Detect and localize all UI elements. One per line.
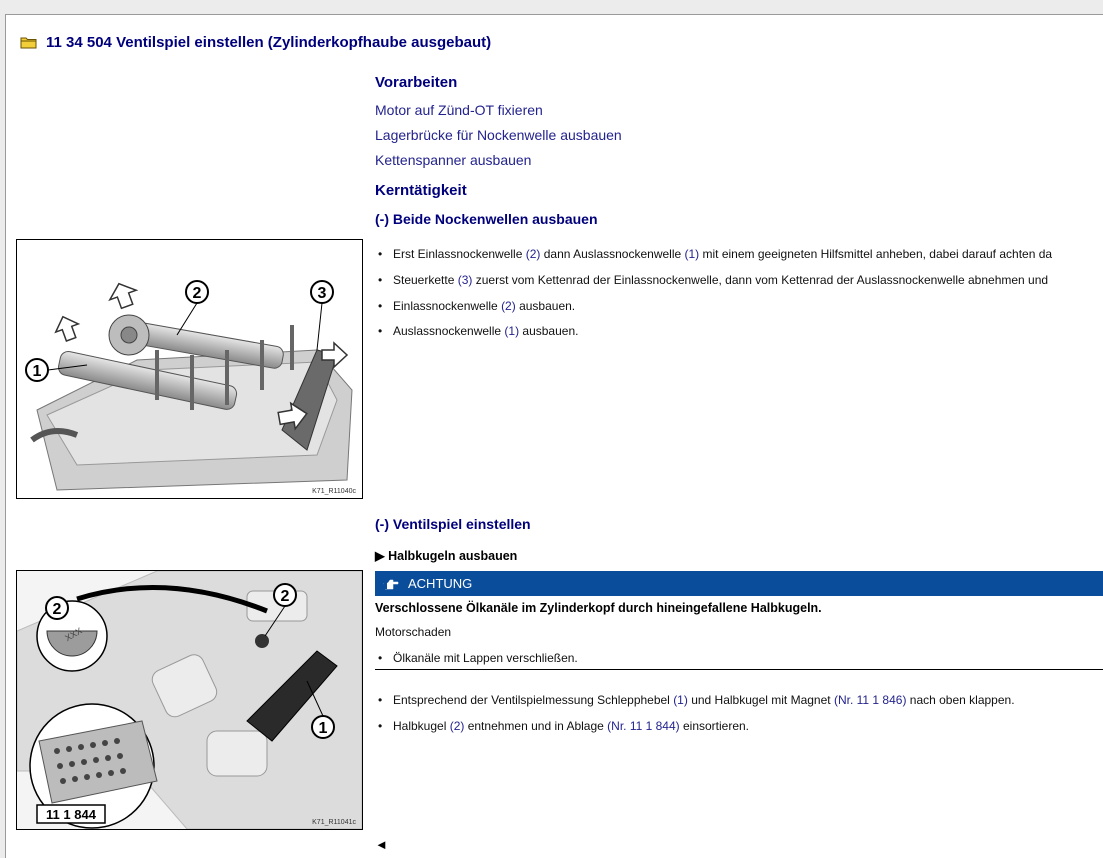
section1-bullet-2: • Steuerkette (3) zuerst vom Kettenrad der Einlassnockenwelle, dann vom Kettenrad der Auslassnockenwelle abnehmen und xyxy=(378,273,1049,287)
figure-half-balls xyxy=(16,570,363,830)
core-heading: Kerntätigkeit xyxy=(375,182,467,199)
warning-divider xyxy=(375,669,1103,670)
warning-consequence: Motorschaden xyxy=(375,625,452,639)
section2-heading: (-) Ventilspiel einstellen xyxy=(375,516,531,532)
back-arrow-icon[interactable]: ◄ xyxy=(375,837,388,852)
prep-link-1[interactable]: Motor auf Zünd-OT fixieren xyxy=(375,102,543,118)
section1-bullet-3: • Einlassnockenwelle (2) ausbauen. xyxy=(378,299,576,313)
section2-bullet-1: • Entsprechend der Ventilspielmessung Schlepphebel (1) und Halbkugel mit Magnet (Nr. 11 1 846) nach oben klappen. xyxy=(378,693,1015,707)
half-ball-illustration xyxy=(17,571,362,829)
fig2-label-2b: 2 xyxy=(280,588,290,605)
tool-label: 11 1 844 xyxy=(46,807,96,822)
document-frame xyxy=(5,14,1103,858)
warning-title: Verschlossene Ölkanäle im Zylinderkopf durch hineingefallene Halbkugeln. xyxy=(375,601,822,615)
ball-mark: XXX xyxy=(63,625,84,644)
prep-heading: Vorarbeiten xyxy=(375,74,458,91)
section1-bullet-4: • Auslassnockenwelle (1) ausbauen. xyxy=(378,324,579,338)
fig2-label-1: 1 xyxy=(318,720,328,737)
figure-caption: K71_R11041c xyxy=(312,819,356,826)
folder-icon xyxy=(20,36,37,49)
warning-measure: • Ölkanäle mit Lappen verschließen. xyxy=(378,651,578,665)
fig2-label-2a: 2 xyxy=(52,601,62,618)
page-title xyxy=(20,34,491,51)
prep-link-2[interactable]: Lagerbrücke für Nockenwelle ausbauen xyxy=(375,127,622,143)
fig1-label-1: 1 xyxy=(32,363,42,380)
pointing-hand-icon xyxy=(383,578,399,590)
warning-banner xyxy=(375,571,1103,596)
fig1-label-2: 2 xyxy=(192,285,202,302)
subheading: ▶ Halbkugeln ausbauen xyxy=(375,549,518,563)
warning-label: ACHTUNG xyxy=(408,576,473,591)
prep-link-3[interactable]: Kettenspanner ausbauen xyxy=(375,152,532,168)
fig1-label-3: 3 xyxy=(317,285,327,302)
camshaft-illustration xyxy=(17,240,362,498)
section1-heading: (-) Beide Nockenwellen ausbauen xyxy=(375,211,598,227)
play-arrow-icon: ▶ xyxy=(375,549,385,563)
page-title-text: 11 34 504 Ventilspiel einstellen (Zylinderkopfhaube ausgebaut) xyxy=(46,34,492,51)
figure-caption: K71_R11040c xyxy=(312,488,356,495)
section1-bullet-1: • Erst Einlassnockenwelle (2) dann Auslassnockenwelle (1) mit einem geeigneten Hilfsmittel anheben, dabei darauf achten da xyxy=(378,247,1053,261)
section2-bullet-2: • Halbkugel (2) entnehmen und in Ablage (Nr. 11 1 844) einsortieren. xyxy=(378,719,750,733)
figure-camshafts xyxy=(16,239,363,499)
